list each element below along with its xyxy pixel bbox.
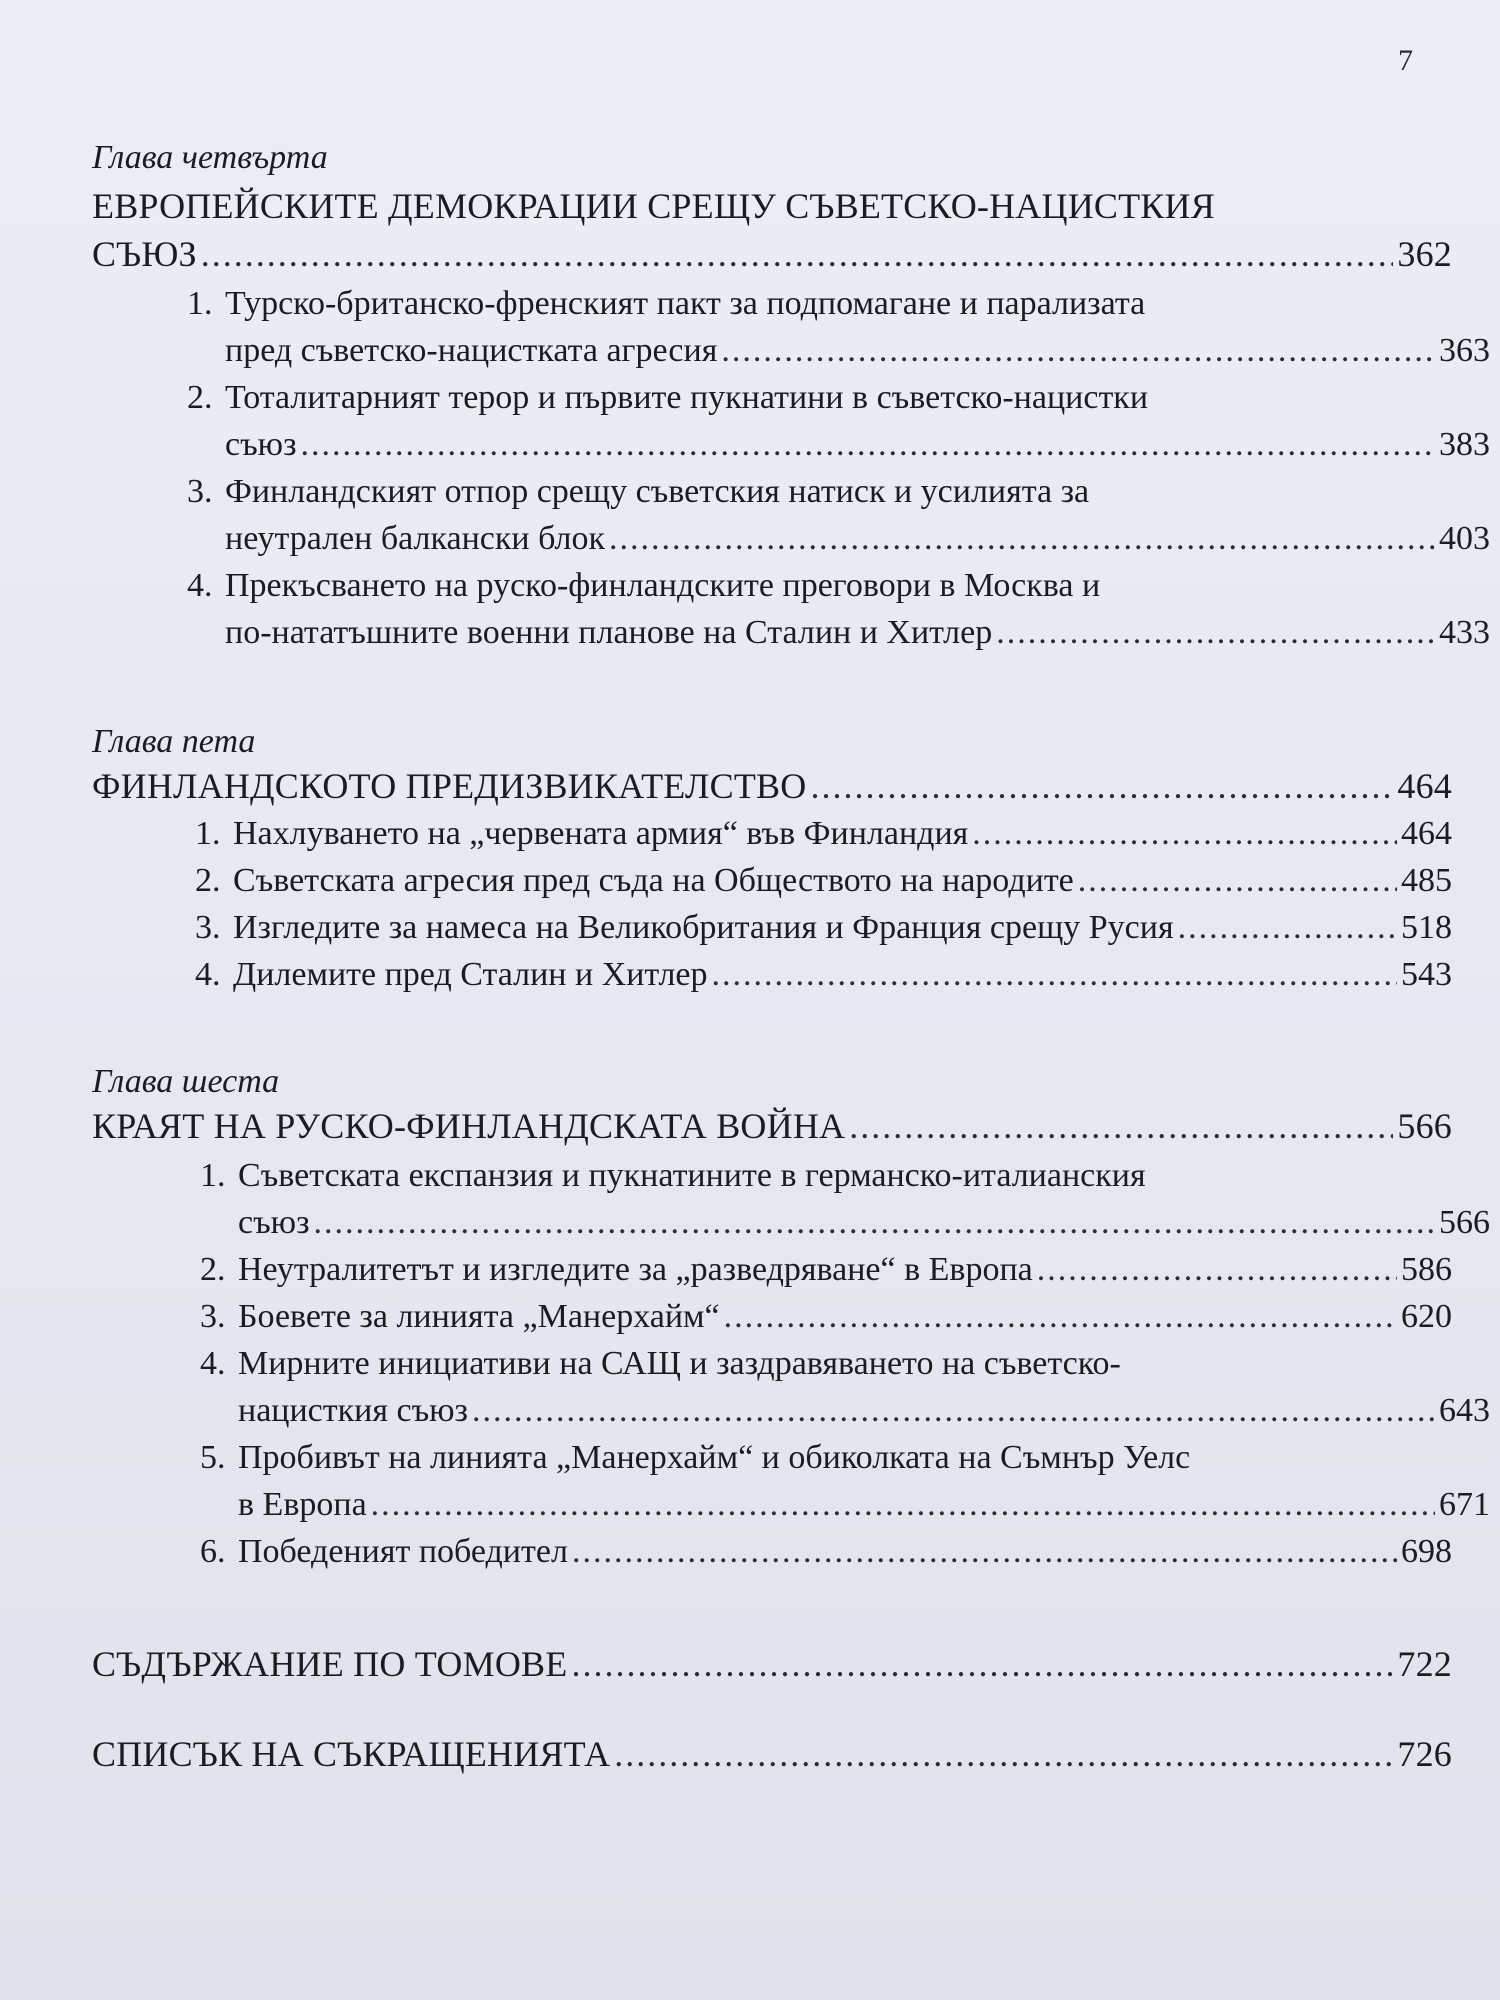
section-entry[interactable] (187, 562, 1490, 656)
back-matter-entry[interactable] (92, 1730, 1452, 1778)
section-title-cont: по-нататъшните военни планове на Сталин и Хитлер (225, 614, 993, 651)
page-ref: 566 (1397, 1106, 1452, 1146)
section-title-cont: неутрален балкански блок (225, 520, 606, 557)
section-entry[interactable] (195, 810, 1452, 857)
section-entry[interactable] (200, 1340, 1490, 1434)
page-ref: 383 (1439, 426, 1490, 463)
chapter-label: Глава четвърта (92, 139, 328, 176)
section-title: Неутралитетът и изгледите за „разведряване“ в Европа (238, 1251, 1033, 1288)
page-ref: 464 (1397, 766, 1452, 806)
section-title: Прекъсването на руско-финландските преговори в Москва и (225, 567, 1101, 604)
section-title: Тоталитарният терор и първите пукнатини в съветско-нацистки (225, 379, 1149, 416)
dot-leader (1078, 857, 1397, 904)
dot-leader (724, 1293, 1397, 1340)
section-entry[interactable] (200, 1434, 1490, 1528)
section-title-cont: съюз (225, 426, 297, 463)
chapter-title: ФИНЛАНДСКОТО ПРЕДИЗВИКАТЕЛСТВО (92, 766, 807, 806)
page-number: 7 (1398, 44, 1413, 77)
back-matter-entry[interactable] (92, 1640, 1452, 1688)
section-entry[interactable] (200, 1152, 1490, 1246)
section-title-cont: в Европа (238, 1486, 367, 1523)
section-number: 3. (200, 1298, 226, 1335)
back-matter-2 (92, 1730, 1452, 1778)
dot-leader (972, 810, 1397, 857)
section-number: 1. (195, 815, 221, 852)
chapter-label: Глава пета (92, 723, 256, 760)
page-ref: 518 (1401, 909, 1452, 946)
section-entry[interactable] (200, 1293, 1452, 1340)
chapter-title-entry[interactable] (92, 1102, 1452, 1150)
page-ref: 403 (1439, 520, 1490, 557)
section-number: 1. (200, 1157, 226, 1194)
back-matter-title: СПИСЪК НА СЪКРАЩЕНИЯТА (92, 1734, 611, 1774)
section-number: 3. (195, 909, 221, 946)
chapter-title-entry[interactable] (92, 762, 1452, 810)
dot-leader (996, 609, 1435, 656)
dot-leader (614, 1730, 1393, 1778)
section-title: Съветската експанзия и пукнатините в германско-италианския (238, 1157, 1146, 1194)
page-ref: 362 (1397, 234, 1452, 274)
section-number: 5. (200, 1439, 226, 1476)
back-matter-title: СЪДЪРЖАНИЕ ПО ТОМОВЕ (92, 1644, 568, 1684)
section-number: 2. (195, 862, 221, 899)
section-entry[interactable] (195, 951, 1452, 998)
section-title: Пробивът на линията „Манерхайм“ и обиколката на Съмнър Уелс (238, 1439, 1191, 1476)
dot-leader (712, 951, 1397, 998)
dot-leader (1037, 1246, 1397, 1293)
section-title: Боевете за линията „Манерхайм“ (238, 1298, 720, 1335)
page-ref: 586 (1401, 1251, 1452, 1288)
page-ref: 485 (1401, 862, 1452, 899)
section-title: Победеният победител (238, 1533, 568, 1570)
dot-leader (609, 515, 1435, 562)
section-entry[interactable] (200, 1528, 1452, 1575)
page-ref: 464 (1401, 815, 1452, 852)
dot-leader (301, 421, 1435, 468)
chapter-title-line: ЕВРОПЕЙСКИТЕ ДЕМОКРАЦИИ СРЕЩУ СЪВЕТСКО-НАЦИСТКИЯ (92, 186, 1215, 226)
dot-leader (849, 1102, 1393, 1150)
section-number: 1. (187, 285, 213, 322)
chapter-6 (92, 1062, 1490, 1575)
section-title: Турско-британско-френският пакт за подпомагане и парализата (225, 285, 1146, 322)
section-number: 4. (195, 956, 221, 993)
dot-leader (1178, 904, 1397, 951)
dot-leader (371, 1481, 1435, 1528)
section-entry[interactable] (200, 1246, 1452, 1293)
dot-leader (314, 1199, 1435, 1246)
page-ref: 698 (1401, 1533, 1452, 1570)
dot-leader (572, 1528, 1397, 1575)
page-ref: 566 (1439, 1204, 1490, 1241)
section-entry[interactable] (187, 468, 1490, 562)
section-entry[interactable] (195, 904, 1452, 951)
chapter-4 (92, 138, 1490, 656)
section-entry[interactable] (187, 374, 1490, 468)
page-ref: 671 (1439, 1486, 1490, 1523)
dot-leader (201, 230, 1394, 278)
page-ref: 722 (1397, 1644, 1452, 1684)
chapter-title: КРАЯТ НА РУСКО-ФИНЛАНДСКАТА ВОЙНА (92, 1106, 846, 1146)
page-ref: 620 (1401, 1298, 1452, 1335)
dot-leader (721, 327, 1435, 374)
page-ref: 726 (1397, 1734, 1452, 1774)
section-title: Мирните инициативи на САЩ и заздравяването на съветско- (238, 1345, 1121, 1382)
page-ref: 543 (1401, 956, 1452, 993)
section-number: 6. (200, 1533, 226, 1570)
chapter-5 (92, 722, 1452, 998)
section-entry[interactable] (195, 857, 1452, 904)
chapter-title-entry[interactable] (92, 230, 1452, 278)
dot-leader (571, 1640, 1393, 1688)
section-entry[interactable] (187, 280, 1490, 374)
page-ref: 363 (1439, 332, 1490, 369)
section-number: 3. (187, 473, 213, 510)
back-matter-1 (92, 1640, 1452, 1688)
section-title: Изгледите за намеса на Великобритания и Франция срещу Русия (233, 909, 1174, 946)
page-ref: 643 (1439, 1392, 1490, 1429)
chapter-label: Глава шеста (92, 1063, 280, 1100)
section-title-cont: пред съветско-нацистката агресия (225, 332, 718, 369)
dot-leader (810, 762, 1393, 810)
section-number: 4. (187, 567, 213, 604)
chapter-title: СЪЮЗ (92, 234, 197, 274)
dot-leader (472, 1387, 1435, 1434)
section-number: 4. (200, 1345, 226, 1382)
section-title-cont: нацисткия съюз (238, 1392, 468, 1429)
section-number: 2. (200, 1251, 226, 1288)
page-ref: 433 (1439, 614, 1490, 651)
section-title: Дилемите пред Сталин и Хитлер (233, 956, 708, 993)
section-title-cont: съюз (238, 1204, 310, 1241)
section-title: Съветската агресия пред съда на Обществото на народите (233, 862, 1074, 899)
section-number: 2. (187, 379, 213, 416)
section-title: Финландският отпор срещу съветския натиск и усилията за (225, 473, 1090, 510)
section-title: Нахлуването на „червената армия“ във Финландия (233, 815, 969, 852)
